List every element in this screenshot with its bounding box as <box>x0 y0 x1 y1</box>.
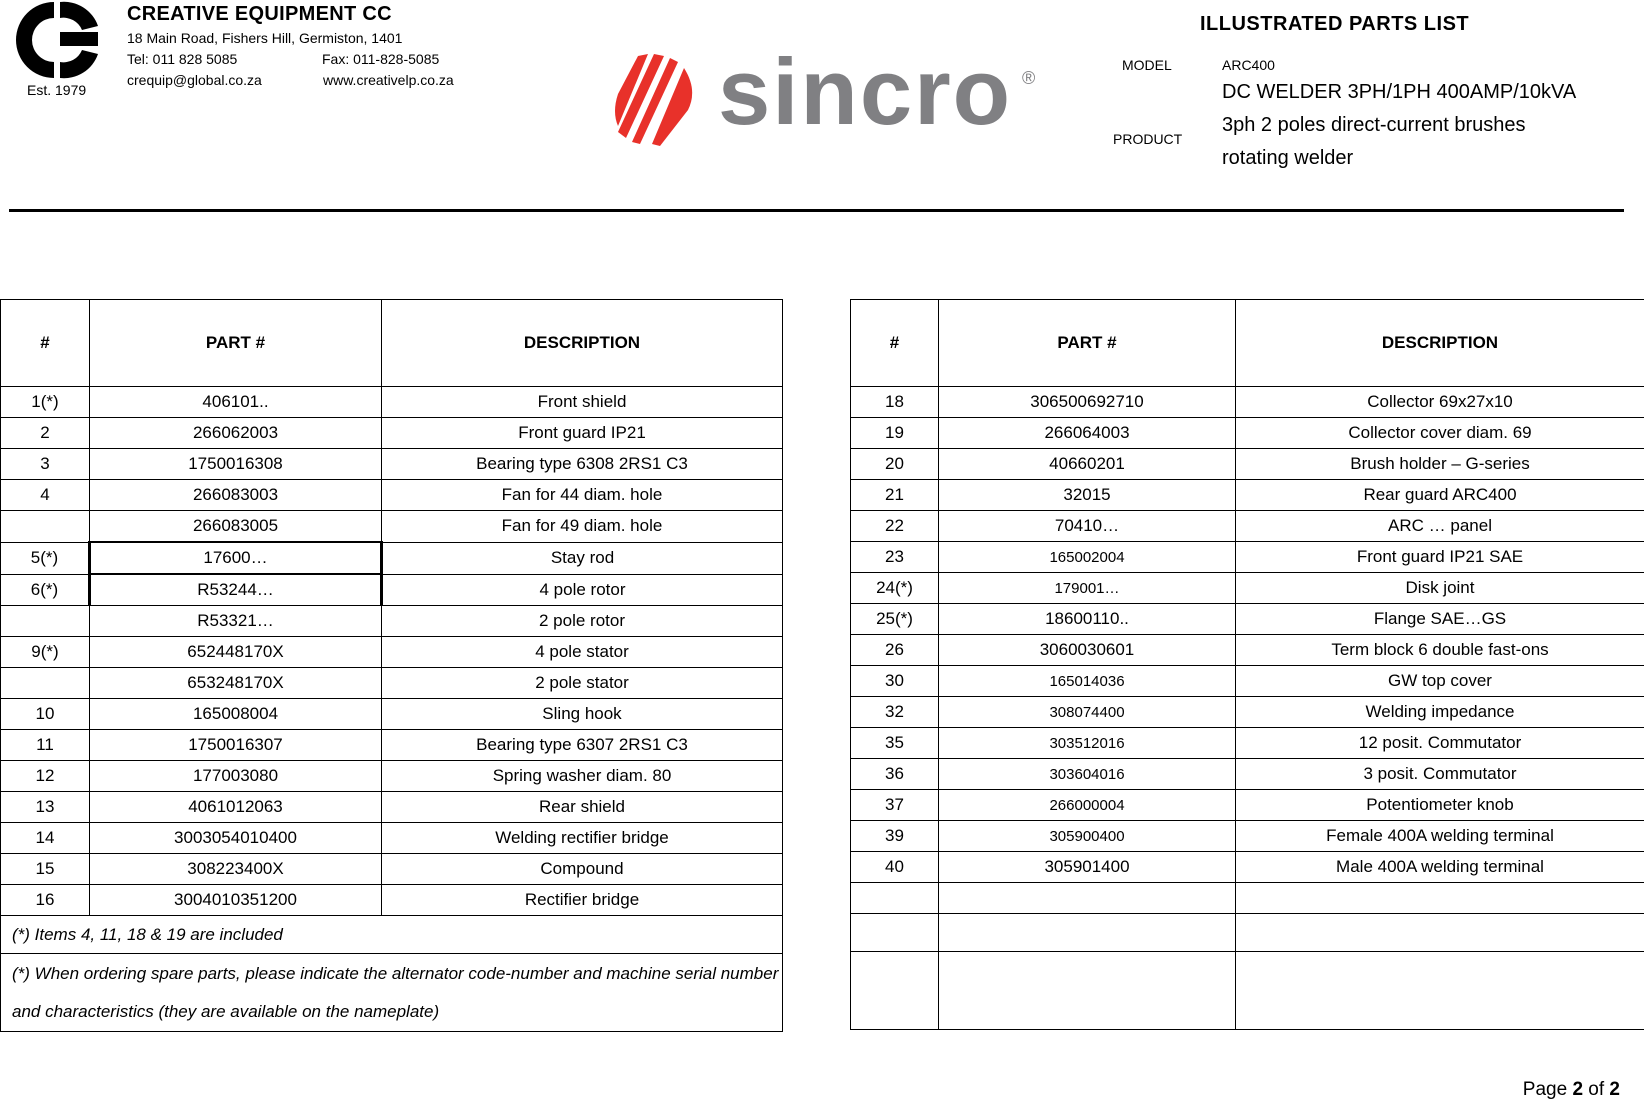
item-number-cell <box>851 883 939 914</box>
description-cell: 12 posit. Commutator <box>1236 728 1644 759</box>
svg-text:sincro: sincro <box>718 50 1013 144</box>
item-number-cell: 12 <box>1 761 90 792</box>
table-row <box>851 418 1644 449</box>
description-cell: 3 posit. Commutator <box>1236 759 1644 790</box>
part-number-cell: 266083005 <box>90 511 382 543</box>
table-row <box>1 480 783 511</box>
company-fax: Fax: 011-828-5085 <box>322 51 440 67</box>
description-cell: Stay rod <box>382 542 783 574</box>
item-number-cell: 36 <box>851 759 939 790</box>
table-row <box>851 635 1644 666</box>
description-cell: Brush holder – G-series <box>1236 449 1644 480</box>
item-number-cell: 2 <box>1 418 90 449</box>
company-address: 18 Main Road, Fishers Hill, Germiston, 1401 <box>127 30 403 46</box>
part-number-cell: 165002004 <box>939 542 1236 573</box>
description-cell: Potentiometer knob <box>1236 790 1644 821</box>
description-cell: Collector cover diam. 69 <box>1236 418 1644 449</box>
description-cell: Term block 6 double fast-ons <box>1236 635 1644 666</box>
note-row <box>1 954 783 1032</box>
description-cell: Welding rectifier bridge <box>382 823 783 854</box>
product-label: PRODUCT <box>1113 131 1183 147</box>
header-number: # <box>1 300 90 387</box>
table-row <box>851 480 1644 511</box>
item-number-cell: 13 <box>1 792 90 823</box>
table-row <box>1 761 783 792</box>
description-cell: Front guard IP21 SAE <box>1236 542 1644 573</box>
company-website[interactable]: www.creativelp.co.za <box>323 72 454 88</box>
item-number-cell <box>1 606 90 637</box>
item-number-cell: 24(*) <box>851 573 939 604</box>
item-number-cell: 5(*) <box>1 542 90 574</box>
item-number-cell: 18 <box>851 387 939 418</box>
header-part-number: PART # <box>939 300 1236 387</box>
part-number-cell: 406101.. <box>90 387 382 418</box>
empty-row <box>851 952 1644 1030</box>
part-number-cell: 4061012063 <box>90 792 382 823</box>
table-row <box>1 606 783 637</box>
svg-text:®: ® <box>1022 68 1036 88</box>
header-description: DESCRIPTION <box>382 300 783 387</box>
item-number-cell: 25(*) <box>851 604 939 635</box>
part-number-cell: 177003080 <box>90 761 382 792</box>
table-row <box>1 542 783 574</box>
company-logo <box>14 0 102 80</box>
item-number-cell: 21 <box>851 480 939 511</box>
model-label: MODEL <box>1122 57 1172 73</box>
table-row <box>851 821 1644 852</box>
item-number-cell: 19 <box>851 418 939 449</box>
description-cell: ARC … panel <box>1236 511 1644 542</box>
empty-row <box>851 914 1644 952</box>
table-row <box>851 387 1644 418</box>
parts-table-right <box>850 299 1644 1030</box>
table-row <box>1 730 783 761</box>
part-number-cell: 308223400X <box>90 854 382 885</box>
header-divider <box>9 209 1624 212</box>
description-cell: GW top cover <box>1236 666 1644 697</box>
item-number-cell: 11 <box>1 730 90 761</box>
item-number-cell: 14 <box>1 823 90 854</box>
part-number-cell: 3003054010400 <box>90 823 382 854</box>
table-row <box>851 852 1644 883</box>
part-number-cell: 306500692710 <box>939 387 1236 418</box>
table-row <box>1 418 783 449</box>
parts-table-left <box>0 299 783 1032</box>
item-number-cell <box>1 511 90 543</box>
description-cell: Sling hook <box>382 699 783 730</box>
part-number-cell: R53244… <box>90 574 382 606</box>
item-number-cell: 39 <box>851 821 939 852</box>
table-row <box>1 854 783 885</box>
description-cell: Fan for 49 diam. hole <box>382 511 783 543</box>
table-row <box>851 573 1644 604</box>
table-header-row <box>1 300 783 387</box>
description-cell: Spring washer diam. 80 <box>382 761 783 792</box>
table-row <box>1 823 783 854</box>
description-cell: Fan for 44 diam. hole <box>382 480 783 511</box>
part-number-cell: 1750016307 <box>90 730 382 761</box>
page-indicator <box>1523 1079 1620 1101</box>
description-cell: Welding impedance <box>1236 697 1644 728</box>
table-row <box>1 387 783 418</box>
description-cell: Compound <box>382 854 783 885</box>
page-prefix: Page <box>1522 1079 1573 1100</box>
item-number-cell: 15 <box>1 854 90 885</box>
part-number-cell: 1750016308 <box>90 449 382 480</box>
table-row <box>1 885 783 916</box>
part-number-cell: 305900400 <box>939 821 1236 852</box>
description-cell: 4 pole rotor <box>382 574 783 606</box>
table-row <box>1 449 783 480</box>
header-number: # <box>851 300 939 387</box>
description-cell: Male 400A welding terminal <box>1236 852 1644 883</box>
table-row <box>851 728 1644 759</box>
item-number-cell <box>1 668 90 699</box>
item-number-cell: 23 <box>851 542 939 573</box>
description-cell: 4 pole stator <box>382 637 783 668</box>
description-cell <box>1236 883 1644 914</box>
description-cell: Flange SAE…GS <box>1236 604 1644 635</box>
product-line-3: rotating welder <box>1222 147 1354 169</box>
page-total: 2 <box>1609 1079 1620 1100</box>
description-cell: Collector 69x27x10 <box>1236 387 1644 418</box>
item-number-cell: 35 <box>851 728 939 759</box>
table-row <box>1 668 783 699</box>
table-row <box>851 542 1644 573</box>
item-number-cell: 26 <box>851 635 939 666</box>
description-cell: Front shield <box>382 387 783 418</box>
table-row <box>1 699 783 730</box>
company-name: CREATIVE EQUIPMENT CC <box>127 3 392 25</box>
part-number-cell: 266083003 <box>90 480 382 511</box>
item-number-cell: 4 <box>1 480 90 511</box>
description-cell: Bearing type 6308 2RS1 C3 <box>382 449 783 480</box>
header-part-number: PART # <box>90 300 382 387</box>
table-row <box>1 637 783 668</box>
part-number-cell: 653248170X <box>90 668 382 699</box>
part-number-cell <box>939 883 1236 914</box>
item-number-cell: 40 <box>851 852 939 883</box>
table-row <box>851 883 1644 914</box>
part-number-cell: 32015 <box>939 480 1236 511</box>
item-number-cell: 1(*) <box>1 387 90 418</box>
part-number-cell: 266064003 <box>939 418 1236 449</box>
part-number-cell: 18600110.. <box>939 604 1236 635</box>
description-cell: Rectifier bridge <box>382 885 783 916</box>
description-cell: Bearing type 6307 2RS1 C3 <box>382 730 783 761</box>
note-included: (*) Items 4, 11, 18 & 19 are included <box>1 916 783 954</box>
header-description: DESCRIPTION <box>1236 300 1644 387</box>
document-title: ILLUSTRATED PARTS LIST <box>1200 13 1470 35</box>
part-number-cell: 303512016 <box>939 728 1236 759</box>
table-header-row <box>851 300 1644 387</box>
part-number-cell: 652448170X <box>90 637 382 668</box>
part-number-cell: 305901400 <box>939 852 1236 883</box>
item-number-cell: 37 <box>851 790 939 821</box>
description-cell: Female 400A welding terminal <box>1236 821 1644 852</box>
description-cell: Rear guard ARC400 <box>1236 480 1644 511</box>
table-row <box>851 666 1644 697</box>
item-number-cell: 32 <box>851 697 939 728</box>
part-number-cell: 165014036 <box>939 666 1236 697</box>
product-line-1: DC WELDER 3PH/1PH 400AMP/10kVA <box>1222 81 1577 103</box>
part-number-cell: 303604016 <box>939 759 1236 790</box>
sincro-logo <box>608 50 1048 148</box>
note-ordering: (*) When ordering spare parts, please indicate the alternator code-number and machine serial number and characteristics (they are available on the nameplate) <box>1 954 783 1032</box>
part-number-cell: R53321… <box>90 606 382 637</box>
page-current: 2 <box>1572 1079 1584 1100</box>
part-number-cell: 40660201 <box>939 449 1236 480</box>
table-row <box>851 449 1644 480</box>
part-number-cell: 308074400 <box>939 697 1236 728</box>
part-number-cell: 179001… <box>939 573 1236 604</box>
page-of: of <box>1583 1079 1610 1100</box>
part-number-cell: 266000004 <box>939 790 1236 821</box>
part-number-cell: 3060030601 <box>939 635 1236 666</box>
table-row <box>851 759 1644 790</box>
description-cell: Disk joint <box>1236 573 1644 604</box>
table-row <box>1 574 783 606</box>
part-number-cell: 266062003 <box>90 418 382 449</box>
description-cell: 2 pole stator <box>382 668 783 699</box>
product-line-2: 3ph 2 poles direct-current brushes <box>1222 114 1526 136</box>
table-row <box>851 511 1644 542</box>
table-row <box>851 697 1644 728</box>
part-number-cell: 165008004 <box>90 699 382 730</box>
item-number-cell: 30 <box>851 666 939 697</box>
description-cell: 2 pole rotor <box>382 606 783 637</box>
item-number-cell: 6(*) <box>1 574 90 606</box>
established-year: Est. 1979 <box>27 82 87 98</box>
model-value: ARC400 <box>1222 57 1275 73</box>
part-number-cell: 3004010351200 <box>90 885 382 916</box>
table-row <box>1 792 783 823</box>
description-cell: Rear shield <box>382 792 783 823</box>
table-row <box>851 604 1644 635</box>
table-row <box>851 790 1644 821</box>
item-number-cell: 16 <box>1 885 90 916</box>
item-number-cell: 10 <box>1 699 90 730</box>
part-number-cell: 17600… <box>90 542 382 574</box>
note-row <box>1 916 783 954</box>
item-number-cell: 9(*) <box>1 637 90 668</box>
item-number-cell: 3 <box>1 449 90 480</box>
table-row <box>1 511 783 543</box>
description-cell: Front guard IP21 <box>382 418 783 449</box>
part-number-cell: 70410… <box>939 511 1236 542</box>
company-email[interactable]: crequip@global.co.za <box>127 72 262 88</box>
company-tel: Tel: 011 828 5085 <box>127 51 238 67</box>
item-number-cell: 20 <box>851 449 939 480</box>
item-number-cell: 22 <box>851 511 939 542</box>
